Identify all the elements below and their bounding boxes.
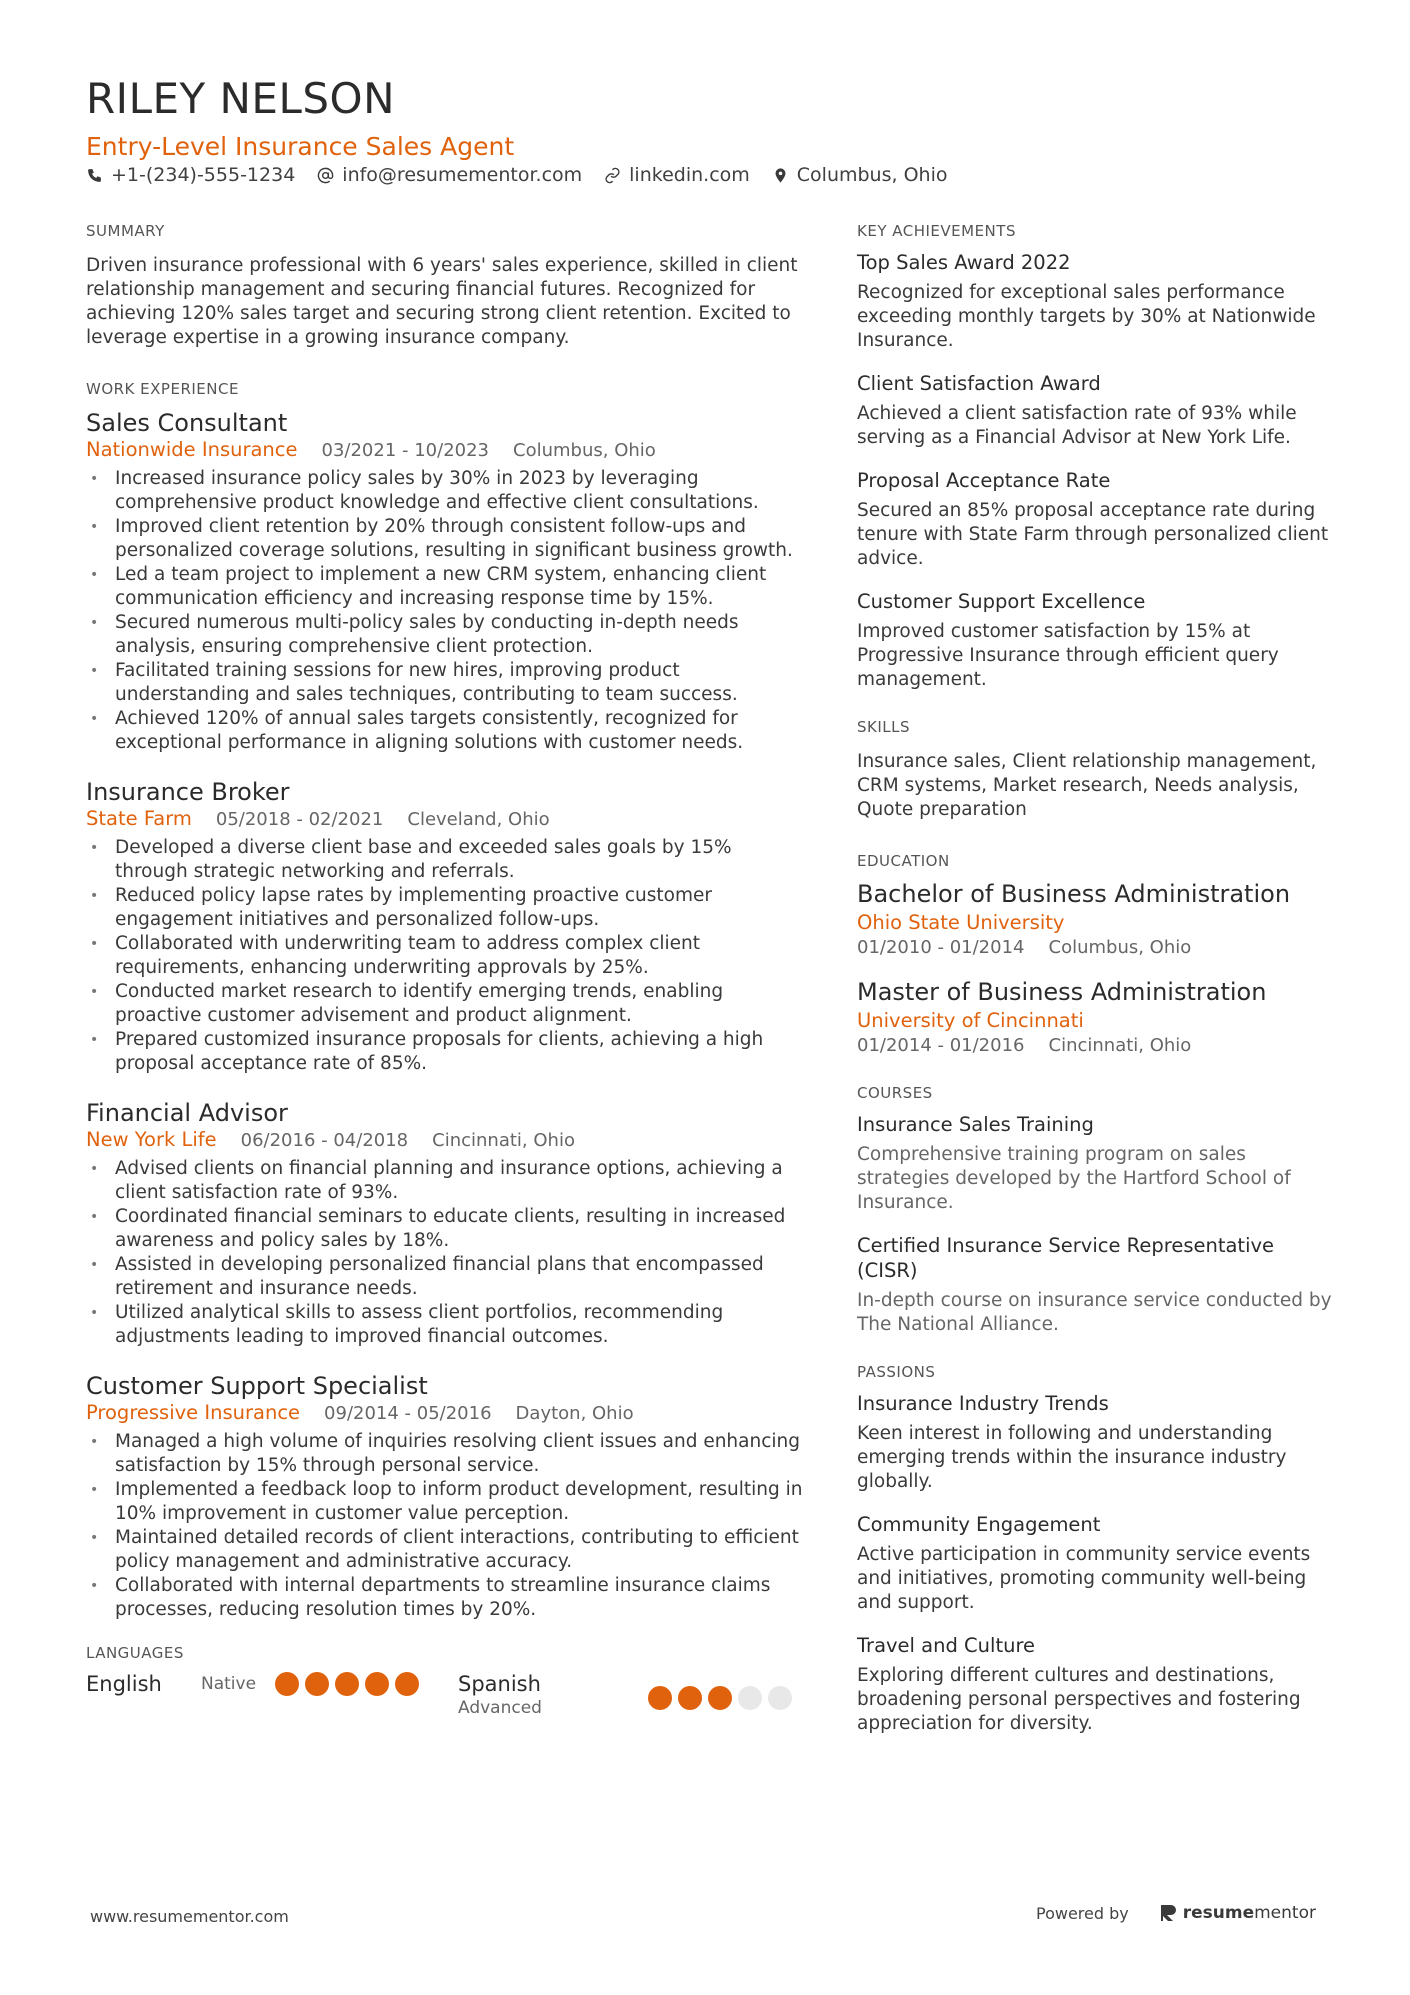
job-bullet: • Increased insurance policy sales by 30% in 2023 by leveraging comprehensive product knowledge and effective client consultations.: [86, 467, 806, 515]
job-bullet: • Led a team project to implement a new CRM system, enhancing client communication efficiency and increasing response time by 15%.: [86, 563, 806, 611]
course-desc: Comprehensive training program on sales strategies developed by the Hartford School of Insurance.: [857, 1144, 1291, 1213]
job-title: Insurance Broker: [86, 778, 290, 806]
job-entry: [86, 1371, 806, 1622]
language-item: [86, 1672, 458, 1696]
passion-desc: Keen interest in following and understanding emerging trends within the insurance industry globally.: [857, 1423, 1287, 1492]
job-bullet: • Advised clients on financial planning and insurance options, achieving a client satisfaction rate of 93%.: [86, 1157, 806, 1205]
job-location: Cincinnati, Ohio: [432, 1130, 575, 1151]
contact-email[interactable]: [317, 164, 582, 186]
job-dates: 09/2014 - 05/2016: [324, 1403, 492, 1424]
education-location: Columbus, Ohio: [1048, 937, 1192, 958]
job-bullet: • Achieved 120% of annual sales targets consistently, recognized for exceptional performance in aligning solutions with customer needs.: [86, 707, 806, 755]
footer-website[interactable]: www.resumementor.com: [90, 1907, 289, 1926]
language-level: Native: [201, 1674, 257, 1694]
language-rating: [648, 1686, 798, 1710]
link-icon: [604, 167, 621, 184]
achievements-section: [857, 222, 1337, 692]
passion-desc: Exploring different cultures and destinations, broadening personal perspectives and fostering appreciation for diversity.: [857, 1665, 1301, 1734]
job-bullet: • Implemented a feedback loop to inform product development, resulting in 10% improvement in customer value perception.: [86, 1478, 806, 1526]
candidate-name: RILEY NELSON: [86, 74, 396, 123]
job-bullet: • Maintained detailed records of client interactions, contributing to efficient policy management and administrative accuracy.: [86, 1526, 806, 1574]
achievement-title: Top Sales Award 2022: [857, 251, 1071, 274]
location-pin-icon: [772, 167, 789, 184]
job-bullet: • Utilized analytical skills to assess client portfolios, recommending adjustments leading to improved financial outcomes.: [86, 1301, 806, 1349]
language-rating: [275, 1672, 425, 1696]
course-desc: In-depth course on insurance service conducted by The National Alliance.: [857, 1290, 1332, 1335]
section-title: PASSIONS: [857, 1363, 936, 1381]
candidate-role: Entry-Level Insurance Sales Agent: [86, 132, 515, 161]
passion-item: [857, 1512, 1337, 1615]
education-degree: Master of Business Administration: [857, 978, 1267, 1006]
job-bullet: • Coordinated financial seminars to educate clients, resulting in increased awareness and policy sales by 18%.: [86, 1205, 806, 1253]
experience-section: [86, 380, 806, 1622]
job-meta: [86, 807, 806, 830]
rating-dot-filled: [648, 1686, 672, 1710]
course-title: Certified Insurance Service Representative (CISR): [857, 1234, 1275, 1282]
footer-powered-by: [1036, 1903, 1316, 1923]
achievement-desc: Improved customer satisfaction by 15% at Progressive Insurance through efficient query management.: [857, 621, 1279, 690]
location-text: Columbus, Ohio: [796, 164, 948, 186]
rating-dot-filled: [335, 1672, 359, 1696]
passion-item: [857, 1633, 1337, 1736]
job-company: New York Life: [86, 1128, 217, 1151]
language-list: [86, 1672, 806, 1720]
job-title: Customer Support Specialist: [86, 1372, 428, 1400]
language-name: English: [86, 1672, 162, 1696]
passion-item: [857, 1391, 1337, 1494]
job-title: Sales Consultant: [86, 409, 288, 437]
job-bullets: [86, 1157, 806, 1349]
job-dates: 05/2018 - 02/2021: [215, 809, 384, 830]
rating-dot-empty: [768, 1686, 792, 1710]
achievement-title: Proposal Acceptance Rate: [857, 469, 1111, 492]
achievement-desc: Recognized for exceptional sales performance exceeding monthly targets by 30% at Nationwide Insurance.: [857, 282, 1316, 351]
phone-icon: [86, 167, 103, 184]
rating-dot-filled: [305, 1672, 329, 1696]
job-bullet: • Assisted in developing personalized financial plans that encompassed retirement and insurance needs.: [86, 1253, 806, 1301]
at-icon: [317, 167, 334, 184]
rating-dot-filled: [678, 1686, 702, 1710]
passion-title: Insurance Industry Trends: [857, 1392, 1109, 1415]
achievement-desc: Achieved a client satisfaction rate of 93% while serving as a Financial Advisor at New York Life.: [857, 403, 1297, 448]
language-text: [458, 1672, 648, 1720]
right-column: [857, 222, 1337, 1766]
language-name: Spanish: [458, 1672, 541, 1696]
skills-section: [857, 718, 1337, 822]
education-school: University of Cincinnati: [857, 1009, 1084, 1032]
job-location: Columbus, Ohio: [513, 440, 656, 461]
section-title: KEY ACHIEVEMENTS: [857, 222, 1016, 240]
achievement-item: [857, 250, 1337, 353]
job-dates: 03/2021 - 10/2023: [321, 440, 490, 461]
language-level: Advanced: [458, 1698, 542, 1718]
job-bullet: • Reduced policy lapse rates by implementing proactive customer engagement initiatives and personalized follow-ups.: [86, 884, 806, 932]
job-entry: [86, 408, 806, 755]
course-item: [857, 1233, 1337, 1337]
email-text[interactable]: info@resumementor.com: [342, 164, 583, 186]
section-title: SKILLS: [857, 718, 911, 736]
job-entry: [86, 1098, 806, 1349]
rating-dot-filled: [275, 1672, 299, 1696]
resumementor-logo-icon: [1159, 1903, 1177, 1923]
rating-dot-filled: [365, 1672, 389, 1696]
section-title: WORK EXPERIENCE: [86, 380, 239, 398]
achievement-item: [857, 589, 1337, 692]
job-bullets: [86, 467, 806, 755]
education-meta: [857, 936, 1337, 960]
education-item: [857, 976, 1337, 1058]
brand-bold: resume: [1182, 1903, 1255, 1923]
summary-section: [86, 222, 806, 350]
job-dates: 06/2016 - 04/2018: [240, 1130, 409, 1151]
powered-by-label: Powered by: [1036, 1903, 1129, 1923]
rating-dot-empty: [738, 1686, 762, 1710]
achievement-title: Customer Support Excellence: [857, 590, 1146, 613]
brand-logo[interactable]: [1159, 1903, 1316, 1923]
job-bullets: [86, 1430, 806, 1622]
passion-title: Community Engagement: [857, 1513, 1101, 1536]
language-item: [458, 1672, 798, 1720]
job-location: Cleveland, Ohio: [407, 809, 550, 830]
phone-text: +1-(234)-555-1234: [111, 164, 296, 186]
education-dates: 01/2010 - 01/2014: [857, 937, 1025, 958]
rating-dot-filled: [395, 1672, 419, 1696]
languages-section: [86, 1644, 806, 1720]
job-meta: [86, 1128, 806, 1151]
contact-location: [772, 164, 948, 186]
left-column: [86, 222, 806, 1750]
job-company: State Farm: [86, 807, 192, 830]
achievement-item: [857, 468, 1337, 571]
contact-bar: [86, 164, 969, 186]
job-bullets: [86, 836, 806, 1076]
job-bullet: • Managed a high volume of inquiries resolving client issues and enhancing satisfaction by 15% through personal service.: [86, 1430, 806, 1478]
education-school: Ohio State University: [857, 911, 1065, 934]
job-bullet: • Collaborated with underwriting team to address complex client requirements, enhancing underwriting approvals by 25%.: [86, 932, 806, 980]
education-degree: Bachelor of Business Administration: [857, 880, 1291, 908]
education-section: [857, 852, 1337, 1058]
course-item: [857, 1112, 1337, 1215]
job-company: Nationwide Insurance: [86, 438, 298, 461]
linkedin-text[interactable]: linkedin.com: [629, 164, 750, 186]
job-meta: [86, 1401, 806, 1424]
job-meta: [86, 438, 806, 461]
contact-phone: [86, 164, 295, 186]
job-bullet: • Facilitated training sessions for new hires, improving product understanding and sales techniques, contributing to team success.: [86, 659, 806, 707]
education-dates: 01/2014 - 01/2016: [857, 1035, 1025, 1056]
courses-section: [857, 1084, 1337, 1337]
job-bullet: • Prepared customized insurance proposals for clients, achieving a high proposal acceptance rate of 85%.: [86, 1028, 806, 1076]
section-title: EDUCATION: [857, 852, 950, 870]
job-title: Financial Advisor: [86, 1099, 288, 1127]
course-title: Insurance Sales Training: [857, 1113, 1094, 1136]
job-entry: [86, 777, 806, 1076]
job-bullet: • Secured numerous multi-policy sales by conducting in-depth needs analysis, ensuring comprehensive client protection.: [86, 611, 806, 659]
contact-linkedin[interactable]: [604, 164, 750, 186]
passion-desc: Active participation in community service events and initiatives, promoting community well-being and support.: [857, 1544, 1311, 1613]
section-title: LANGUAGES: [86, 1644, 184, 1662]
achievement-desc: Secured an 85% proposal acceptance rate during tenure with State Farm through personalized client advice.: [857, 500, 1329, 569]
achievement-item: [857, 371, 1337, 450]
achievement-title: Client Satisfaction Award: [857, 372, 1101, 395]
education-location: Cincinnati, Ohio: [1048, 1035, 1192, 1056]
job-bullet: • Conducted market research to identify emerging trends, enabling proactive customer advisement and product alignment.: [86, 980, 806, 1028]
job-company: Progressive Insurance: [86, 1401, 301, 1424]
rating-dot-filled: [708, 1686, 732, 1710]
job-bullet: • Improved client retention by 20% through consistent follow-ups and personalized coverage solutions, resulting in significant business growth.: [86, 515, 806, 563]
summary-text: Driven insurance professional with 6 years' sales experience, skilled in client relationship management and securing financial futures. Recognized for achieving 120% sales target and securing strong client retention. Excited to leverage expertise in a growing insurance company.: [86, 255, 798, 348]
job-location: Dayton, Ohio: [515, 1403, 634, 1424]
passions-section: [857, 1363, 1337, 1736]
education-item: [857, 878, 1337, 960]
job-bullet: • Developed a diverse client base and exceeded sales goals by 15% through strategic networking and referrals.: [86, 836, 806, 884]
job-bullet: • Collaborated with internal departments to streamline insurance claims processes, reducing resolution times by 20%.: [86, 1574, 806, 1622]
section-title: COURSES: [857, 1084, 933, 1102]
skills-text: Insurance sales, Client relationship management, CRM systems, Market research, Needs analysis, Quote preparation: [857, 751, 1317, 820]
brand-rest: mentor: [1254, 1903, 1316, 1923]
passion-title: Travel and Culture: [857, 1634, 1036, 1657]
section-title: SUMMARY: [86, 222, 165, 240]
education-meta: [857, 1034, 1337, 1058]
